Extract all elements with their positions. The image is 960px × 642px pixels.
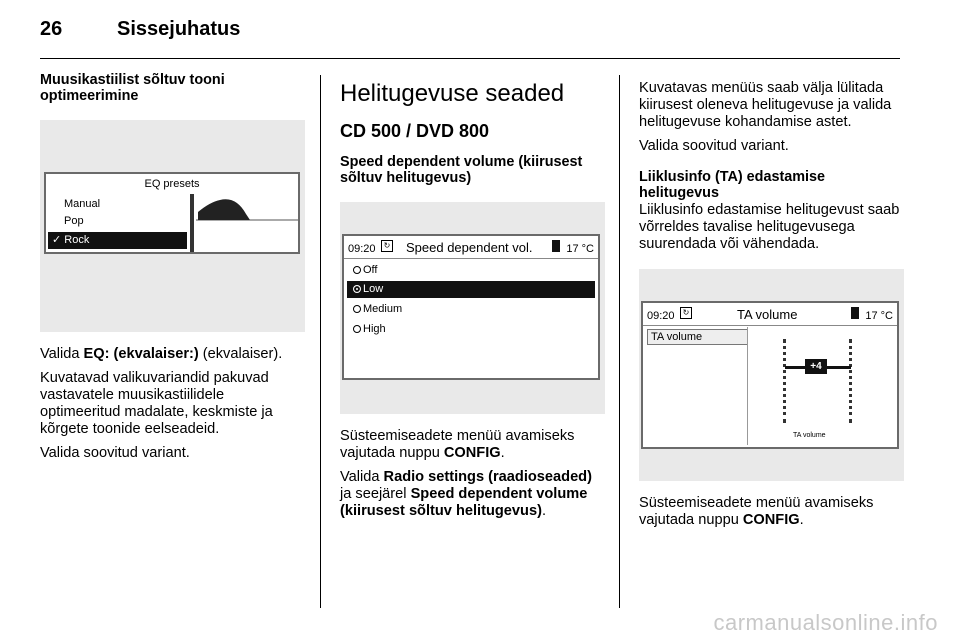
eq-curve-graph (196, 194, 298, 250)
column-divider-2 (619, 75, 620, 608)
screen-title: Speed dependent vol. (406, 240, 533, 255)
watermark: carmanualsonline.info (713, 610, 938, 635)
ta-volume-screen (641, 301, 899, 449)
column-divider-1 (320, 75, 321, 608)
page-number: 26 (40, 18, 63, 40)
sync-icon: ↻ (381, 240, 393, 252)
paragraph-config-2: Süsteemiseadete menüü avamiseks vajutada nuppu CONFIG. (639, 495, 874, 528)
clock: 09:20 (647, 310, 675, 322)
section-heading-eq: Muusikastiilist sõltuv tooni optimeerimine (40, 72, 225, 104)
screen-title: TA volume (737, 307, 798, 322)
check-icon: ✓ (52, 234, 62, 246)
chapter-title: Sissejuhatus (117, 18, 241, 40)
column-1 (40, 70, 305, 469)
eq-scroll-bar (190, 194, 194, 252)
option-low: Low (347, 281, 595, 298)
option-high: High (347, 321, 595, 338)
subsection-ta-volume: Liiklusinfo (TA) edastamise helitugevus (639, 169, 826, 201)
eq-screen (44, 172, 300, 254)
temperature: 17 °C (566, 243, 594, 255)
sync-icon: ↻ (680, 307, 692, 319)
eq-option-rock (48, 232, 187, 249)
ta-volume-figure (639, 269, 904, 481)
subsection-speed-volume: Speed dependent volume (kiirusest sõltuv helitugevus) (340, 154, 583, 186)
paragraph-radio-settings: Valida Radio settings (raadioseaded) ja seejärel Speed dependent volume (kiirusest sõltuv helitugevus). (340, 469, 592, 519)
option-off: Off (347, 262, 595, 279)
column-2 (340, 76, 605, 527)
slider-scale-left (783, 339, 786, 423)
option-medium: Medium (347, 301, 595, 318)
eq-option-manual: Manual (64, 198, 101, 210)
slider-scale-right (849, 339, 852, 423)
slider-caption: TA volume (793, 432, 826, 439)
paragraph-eq-choose: Valida soovitud variant. (40, 445, 190, 461)
temperature: 17 °C (865, 310, 893, 322)
eq-presets-figure (40, 120, 305, 332)
ta-list-item: TA volume (647, 329, 748, 345)
paragraph-ta-desc: Liiklusinfo edastamise helitugevust saab võrreldes tavalise helitugevusega suurendada või vähendada. (639, 202, 900, 252)
speed-volume-screen (342, 234, 600, 380)
section-title-volume: Helitugevuse seaded (340, 80, 565, 107)
eq-option-pop: Pop (64, 215, 84, 227)
paragraph-menu-desc: Kuvatavas menüüs saab välja lülitada kiirusest oleneva helitugevuse ja valida helitugevuse kohandamise astet. (639, 80, 892, 130)
status-bar (344, 236, 598, 259)
header-rule (40, 58, 900, 59)
eq-screen-title: EQ presets (144, 178, 200, 190)
clock: 09:20 (348, 243, 376, 255)
eq-curve (198, 199, 250, 220)
paragraph-eq-desc: Kuvatavad valikuvariandid pakuvad vastavatele muusikastiilidele optimeeritud madalate, keskmiste ja kõrgete toonide eelseadeid. (40, 370, 273, 437)
paragraph-eq-select: Valida EQ: (ekvalaiser:) (ekvalaiser). (40, 346, 283, 362)
speed-volume-figure (340, 202, 605, 414)
status-bar (643, 303, 897, 326)
section-subtitle-model: CD 500 / DVD 800 (340, 121, 490, 141)
paragraph-config: Süsteemiseadete menüü avamiseks vajutada nuppu CONFIG. (340, 428, 575, 461)
column-3 (639, 80, 904, 536)
thermometer-icon (552, 240, 560, 252)
paragraph-choose: Valida soovitud variant. (639, 138, 789, 154)
panel-divider (747, 327, 748, 445)
slider-handle: +4 (805, 359, 827, 374)
thermometer-icon (851, 307, 859, 319)
eq-list (48, 192, 190, 250)
eq-option-rock-label: Rock (64, 234, 90, 246)
